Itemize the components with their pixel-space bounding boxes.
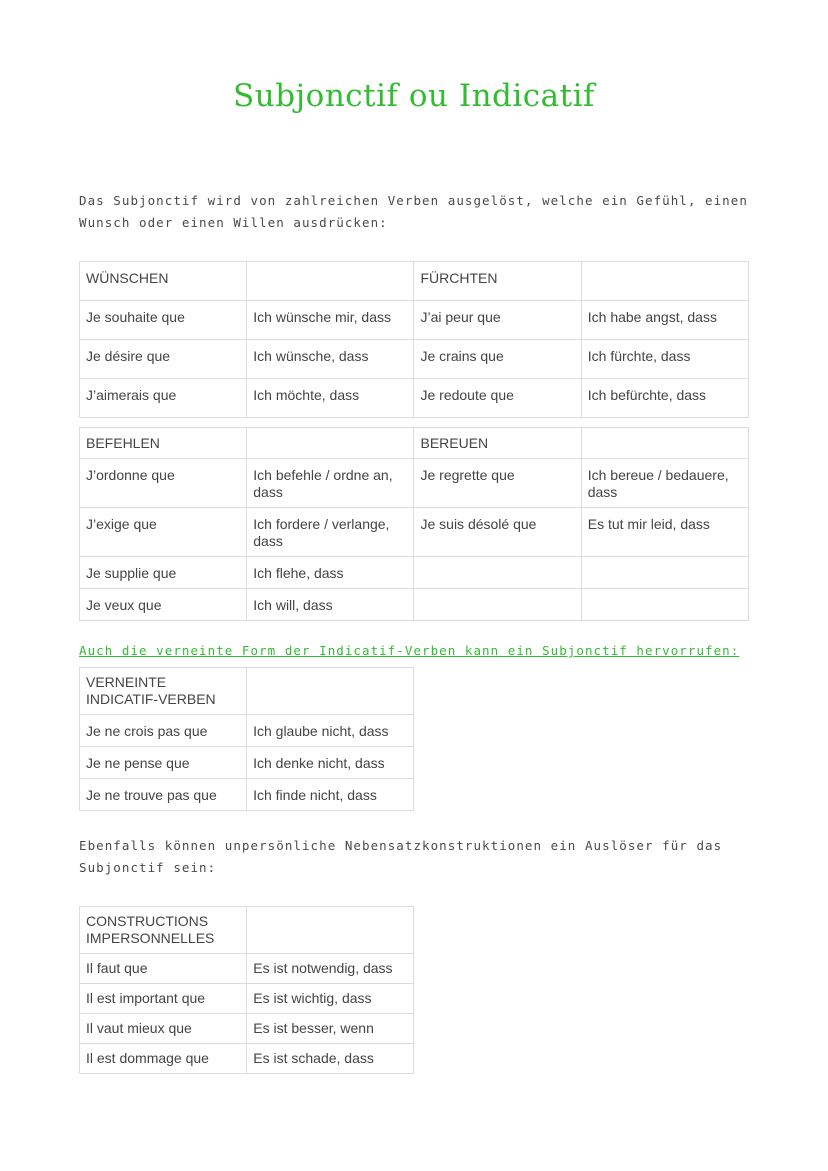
table-cell: Ich will, dass <box>247 589 414 621</box>
impersonal-paragraph: Ebenfalls können unpersönliche Nebensatzkonstruktionen ein Auslöser für das Subjonctif sein: <box>79 838 723 875</box>
table-feelings-wishes <box>79 261 749 418</box>
table-cell: Es ist wichtig, dass <box>247 984 414 1014</box>
table-cell: Es ist notwendig, dass <box>247 954 414 984</box>
table-cell: Ich möchte, dass <box>247 379 414 418</box>
table-cell: FÜRCHTEN <box>414 262 581 301</box>
table-cell: Je redoute que <box>414 379 581 418</box>
table-cell: Ich glaube nicht, dass <box>247 715 414 747</box>
table-cell: J’ai peur que <box>414 301 581 340</box>
table-row <box>80 459 749 508</box>
table-row <box>80 557 749 589</box>
table-cell: Ich befehle / ordne an, dass <box>247 459 414 508</box>
table-cell: Je suis désolé que <box>414 508 581 557</box>
table-cell <box>581 557 748 589</box>
table-row <box>80 340 749 379</box>
table-cell: Ich bereue / bedauere, dass <box>581 459 748 508</box>
table-row <box>80 1014 414 1044</box>
table-cell <box>581 428 748 459</box>
table-cell: Ich wünsche mir, dass <box>247 301 414 340</box>
table-cell: Je veux que <box>80 589 247 621</box>
table-cell: Je souhaite que <box>80 301 247 340</box>
table-cell <box>581 262 748 301</box>
table-impersonal-constructions <box>79 906 414 1074</box>
table-cell <box>414 589 581 621</box>
table-cell: BEREUEN <box>414 428 581 459</box>
table-cell: Il vaut mieux que <box>80 1014 247 1044</box>
table-cell: Je crains que <box>414 340 581 379</box>
table-cell: Je ne crois pas que <box>80 715 247 747</box>
table-cell <box>247 428 414 459</box>
table-row <box>80 907 414 954</box>
table-row <box>80 954 414 984</box>
table-row <box>80 428 749 459</box>
table-row <box>80 379 749 418</box>
table-cell: Je ne trouve pas que <box>80 779 247 811</box>
table-row <box>80 747 414 779</box>
table-cell: Es ist schade, dass <box>247 1044 414 1074</box>
table-cell <box>414 557 581 589</box>
table-cell: Il est important que <box>80 984 247 1014</box>
table-cell: Ich denke nicht, dass <box>247 747 414 779</box>
table-cell: Es tut mir leid, dass <box>581 508 748 557</box>
table-row <box>80 984 414 1014</box>
table-row <box>80 262 749 301</box>
table-cell <box>247 668 414 715</box>
table-cell: VERNEINTE INDICATIF-VERBEN <box>80 668 247 715</box>
table-cell: Ich flehe, dass <box>247 557 414 589</box>
table-cell: CONSTRUCTIONS IMPERSONNELLES <box>80 907 247 954</box>
table-row <box>80 301 749 340</box>
table-cell: J’aimerais que <box>80 379 247 418</box>
table-cell <box>247 907 414 954</box>
table-commands-regrets <box>79 427 749 621</box>
table-cell: Ich fordere / verlange, dass <box>247 508 414 557</box>
table-cell: BEFEHLEN <box>80 428 247 459</box>
table-row <box>80 1044 414 1074</box>
table-cell <box>247 262 414 301</box>
table-cell: J’exige que <box>80 508 247 557</box>
table-row <box>80 668 414 715</box>
table-cell: Es ist besser, wenn <box>247 1014 414 1044</box>
table-cell: Je regrette que <box>414 459 581 508</box>
page-title: Subjonctif ou Indicatif <box>233 78 595 114</box>
table-cell: Ich fürchte, dass <box>581 340 748 379</box>
table-cell: Ich befürchte, dass <box>581 379 748 418</box>
table-cell: Ich habe angst, dass <box>581 301 748 340</box>
table-cell: Il est dommage que <box>80 1044 247 1074</box>
table-row <box>80 589 749 621</box>
table-cell <box>581 589 748 621</box>
table-cell: WÜNSCHEN <box>80 262 247 301</box>
table-row <box>80 715 414 747</box>
table-cell: J’ordonne que <box>80 459 247 508</box>
table-cell: Ich finde nicht, dass <box>247 779 414 811</box>
intro-paragraph: Das Subjonctif wird von zahlreichen Verben ausgelöst, welche ein Gefühl, einen Wunsch oder einen Willen ausdrücken: <box>79 193 748 230</box>
negation-note: Auch die verneinte Form der Indicatif-Verben kann ein Subjonctif hervorrufen: <box>79 643 740 658</box>
table-cell: Ich wünsche, dass <box>247 340 414 379</box>
table-row <box>80 508 749 557</box>
table-cell: Il faut que <box>80 954 247 984</box>
table-negated-verbs <box>79 667 414 811</box>
table-row <box>80 779 414 811</box>
table-cell: Je désire que <box>80 340 247 379</box>
table-cell: Je ne pense que <box>80 747 247 779</box>
table-cell: Je supplie que <box>80 557 247 589</box>
